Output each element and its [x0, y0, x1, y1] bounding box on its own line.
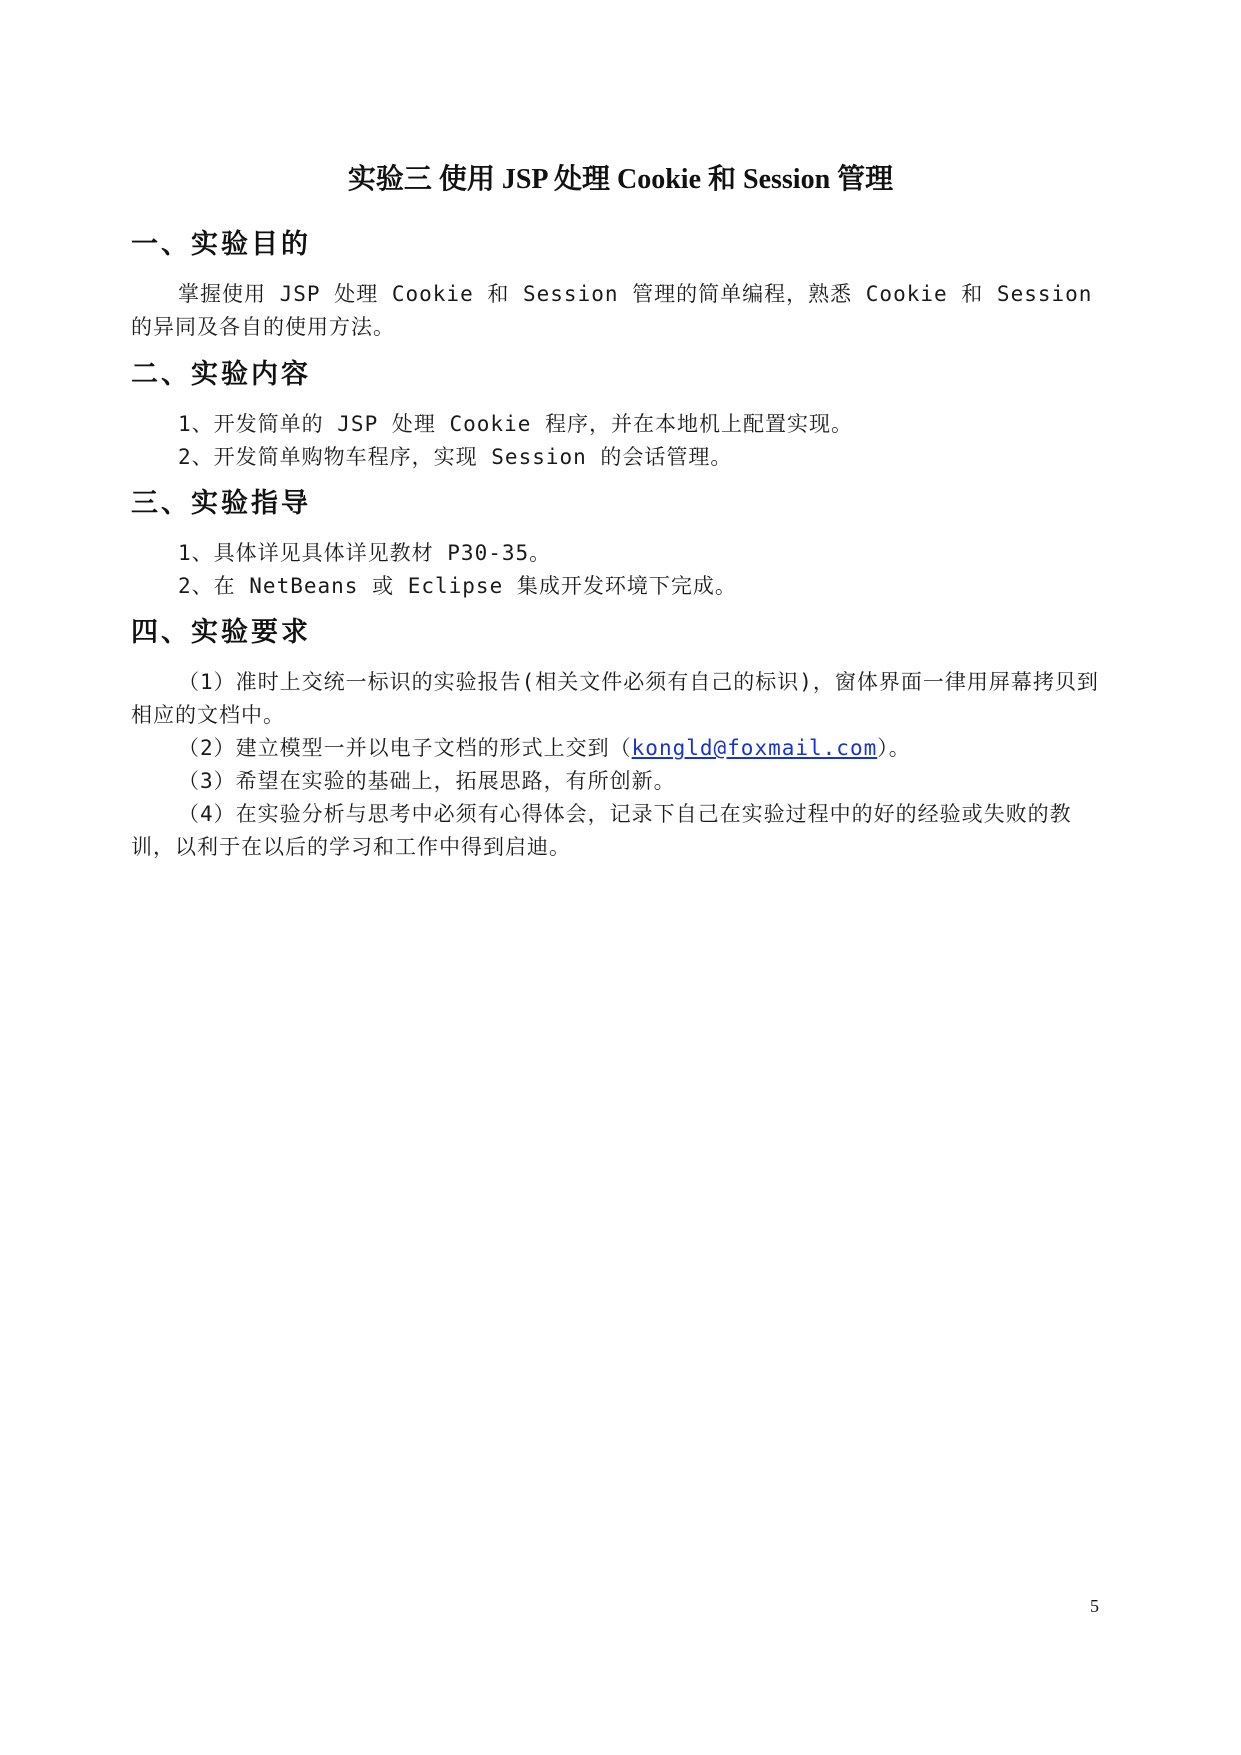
guide-item-2: 2、在 NetBeans 或 Eclipse 集成开发环境下完成。 — [178, 574, 737, 598]
requirement-item-1: （1）准时上交统一标识的实验报告(相关文件必须有自己的标识)，窗体界面一律用屏幕拷贝到相应的文档中。 — [131, 670, 1099, 727]
section-heading-content: 二、实验内容 — [131, 359, 311, 390]
purpose-paragraph: 掌握使用 JSP 处理 Cookie 和 Session 管理的简单编程，熟悉 Cookie 和 Session 的异同及各自的使用方法。 — [131, 282, 1093, 339]
section-heading-requirements: 四、实验要求 — [131, 617, 311, 648]
page-number: 5 — [1090, 1596, 1099, 1616]
section-heading-guide: 三、实验指导 — [131, 488, 311, 519]
section-heading-purpose: 一、实验目的 — [131, 229, 311, 260]
email-link[interactable]: kongld@foxmail.com — [631, 736, 878, 760]
requirement-item-2-suffix: ）。 — [877, 736, 911, 760]
content-item-1: 1、开发简单的 JSP 处理 Cookie 程序，并在本地机上配置实现。 — [178, 412, 854, 436]
requirement-item-2-prefix: （2）建立模型一并以电子文档的形式上交到（ — [178, 736, 632, 760]
requirement-item-4: （4）在实验分析与思考中必须有心得体会，记录下自己在实验过程中的好的经验或失败的教训，以利于在以后的学习和工作中得到启迪。 — [131, 802, 1072, 859]
document-title: 实验三 使用 JSP 处理 Cookie 和 Session 管理 — [347, 164, 894, 195]
requirement-item-3: （3）希望在实验的基础上，拓展思路，有所创新。 — [178, 769, 676, 793]
guide-item-1: 1、具体详见具体详见教材 P30-35。 — [178, 541, 552, 565]
content-item-2: 2、开发简单购物车程序，实现 Session 的会话管理。 — [178, 445, 733, 469]
requirement-item-2 — [178, 732, 911, 765]
